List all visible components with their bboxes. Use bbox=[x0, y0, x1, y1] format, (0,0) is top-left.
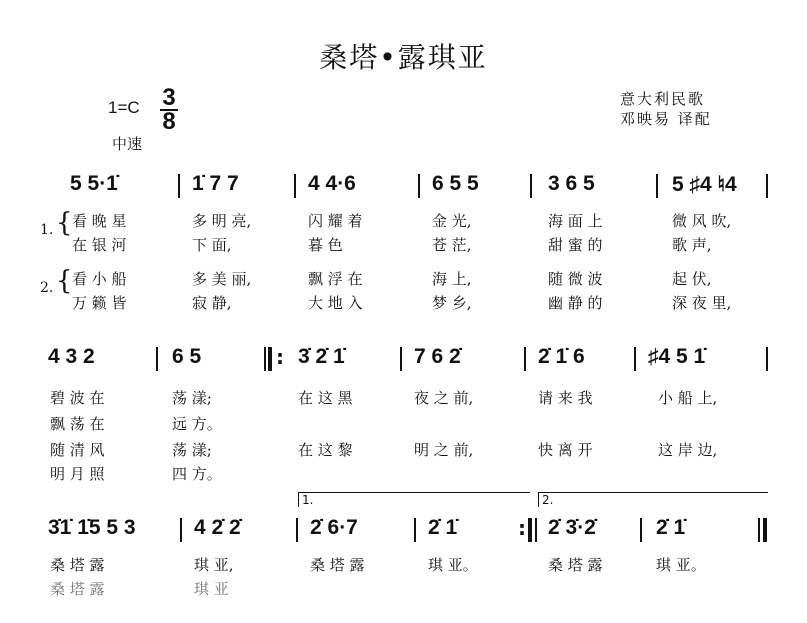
barline bbox=[418, 174, 420, 198]
measure-9-notes: 3̇ 2̇ 1̇ bbox=[298, 345, 345, 368]
lyric: 歌 声, bbox=[672, 236, 712, 254]
measure-10-notes: 7 6 2̇ bbox=[414, 345, 461, 368]
song-origin: 意大利民歌 bbox=[620, 90, 706, 108]
barline bbox=[180, 518, 182, 542]
lyric: 明 月 照 bbox=[50, 465, 105, 483]
measure-15-notes: 2̇ 6·7 bbox=[310, 516, 358, 539]
barline bbox=[634, 347, 636, 371]
lyric: 琪 亚。 bbox=[656, 556, 706, 574]
measure-5-notes: 3 6 5 bbox=[548, 172, 595, 195]
lyric: 随 清 风 bbox=[50, 441, 105, 459]
verse-label-2: 2. bbox=[40, 280, 54, 296]
barline bbox=[294, 174, 296, 198]
lyric: 小 船 上, bbox=[658, 389, 718, 407]
lyric: 闪 耀 着 bbox=[308, 212, 363, 230]
lyric: 看 小 船 bbox=[72, 270, 127, 288]
lyric: 微 风 吹, bbox=[672, 212, 732, 230]
time-bottom: 8 bbox=[162, 108, 176, 135]
measure-4-notes: 6 5 5 bbox=[432, 172, 479, 195]
lyric: 这 岸 边, bbox=[658, 441, 718, 459]
lyric: 苍 茫, bbox=[432, 236, 472, 254]
tempo-marking: 中速 bbox=[112, 135, 143, 153]
barline bbox=[400, 347, 402, 371]
lyric: 梦 乡, bbox=[432, 294, 472, 312]
barline bbox=[640, 518, 642, 542]
lyric: 下 面, bbox=[192, 236, 232, 254]
key-signature: 1=C bbox=[108, 98, 140, 117]
measure-12-notes: ♯4 5 1̇ bbox=[648, 345, 706, 368]
lyric: 琪 亚 bbox=[194, 580, 229, 598]
verse-brace: { bbox=[56, 266, 73, 296]
lyric: 荡 漾; bbox=[172, 389, 212, 407]
barline bbox=[766, 174, 768, 198]
lyric: 琪 亚, bbox=[194, 556, 234, 574]
song-title: 桑塔•露琪亚 bbox=[319, 41, 488, 74]
lyric: 随 微 波 bbox=[548, 270, 603, 288]
measure-18-notes: 2̇ 1̇ bbox=[656, 516, 686, 539]
lyric: 暮 色 bbox=[308, 236, 343, 254]
measure-3-notes: 4 4·6 bbox=[308, 172, 356, 195]
lyric: 明 之 前, bbox=[414, 441, 474, 459]
measure-11-notes: 2̇ 1̇ 6 bbox=[538, 345, 585, 368]
measure-16-notes: 2̇ 1̇ bbox=[428, 516, 458, 539]
lyric: 夜 之 前, bbox=[414, 389, 474, 407]
barline bbox=[530, 174, 532, 198]
final-barline-thin bbox=[758, 518, 760, 542]
barline bbox=[156, 347, 158, 371]
verse-label-1: 1. bbox=[40, 222, 54, 238]
barline bbox=[264, 347, 266, 371]
time-top: 3 bbox=[162, 84, 176, 111]
lyric: 金 光, bbox=[432, 212, 472, 230]
second-ending-bracket bbox=[538, 492, 768, 507]
song-translator: 邓映易 译配 bbox=[620, 110, 712, 128]
lyric: 琪 亚。 bbox=[428, 556, 478, 574]
lyric: 多 美 丽, bbox=[192, 270, 252, 288]
lyric: 看 晚 星 bbox=[72, 212, 127, 230]
lyric: 大 地 入 bbox=[308, 294, 363, 312]
lyric: 起 伏, bbox=[672, 270, 712, 288]
verse-brace: { bbox=[56, 208, 73, 238]
lyric: 甜 蜜 的 bbox=[548, 236, 603, 254]
barline bbox=[535, 518, 537, 542]
lyric: 多 明 亮, bbox=[192, 212, 252, 230]
system-1 bbox=[0, 172, 807, 322]
time-signature bbox=[160, 84, 178, 135]
lyric: 万 籁 皆 bbox=[72, 294, 127, 312]
measure-2-notes: 1̇ 7 7 bbox=[192, 172, 239, 195]
lyric: 在 银 河 bbox=[72, 236, 127, 254]
system-2 bbox=[0, 345, 807, 483]
measure-1-notes: 5 5·1̇ bbox=[70, 172, 118, 195]
lyric: 在 这 黎 bbox=[298, 441, 353, 459]
barline bbox=[296, 518, 298, 542]
measure-13-notes: 3̇1̇ 1̇5 5 3 bbox=[48, 516, 136, 539]
lyric: 在 这 黑 bbox=[298, 389, 353, 407]
barline bbox=[766, 347, 768, 371]
repeat-barline bbox=[528, 518, 532, 542]
lyric: 寂 静, bbox=[192, 294, 232, 312]
lyric: 海 面 上 bbox=[548, 212, 603, 230]
lyric: 飘 浮 在 bbox=[308, 270, 363, 288]
measure-8-notes: 6 5 bbox=[172, 345, 202, 368]
barline bbox=[178, 174, 180, 198]
lyric: 请 来 我 bbox=[538, 389, 593, 407]
lyric: 深 夜 里, bbox=[672, 294, 732, 312]
barline bbox=[656, 174, 658, 198]
barline bbox=[524, 347, 526, 371]
lyric: 桑 塔 露 bbox=[50, 556, 105, 574]
lyric: 飘 荡 在 bbox=[50, 415, 105, 433]
lyric: 远 方。 bbox=[172, 415, 222, 433]
second-ending-label: 2. bbox=[542, 493, 554, 507]
final-barline-thick bbox=[763, 518, 767, 542]
lyric: 四 方。 bbox=[172, 465, 222, 483]
lyric: 碧 波 在 bbox=[50, 389, 105, 407]
barline bbox=[414, 518, 416, 542]
lyric: 海 上, bbox=[432, 270, 472, 288]
measure-7-notes: 4 3 2 bbox=[48, 345, 95, 368]
measure-6-notes: 5 ♯4 ♮4 bbox=[672, 173, 737, 196]
first-ending-label: 1. bbox=[302, 493, 314, 507]
lyric: 桑 塔 露 bbox=[548, 556, 603, 574]
lyric: 快 离 开 bbox=[538, 441, 593, 459]
lyric: 桑 塔 露 bbox=[310, 556, 365, 574]
system-3 bbox=[0, 516, 807, 623]
measure-14-notes: 4 2̇ 2̇ bbox=[194, 516, 241, 539]
repeat-barline bbox=[268, 347, 272, 371]
repeat-dots: : bbox=[518, 516, 526, 540]
lyric: 桑 塔 露 bbox=[50, 580, 105, 598]
repeat-dots: : bbox=[276, 345, 284, 369]
first-ending-bracket bbox=[298, 492, 530, 507]
lyric: 幽 静 的 bbox=[548, 294, 603, 312]
lyric: 荡 漾; bbox=[172, 441, 212, 459]
measure-17-notes: 2̇ 3̇·2̇ bbox=[548, 516, 596, 539]
